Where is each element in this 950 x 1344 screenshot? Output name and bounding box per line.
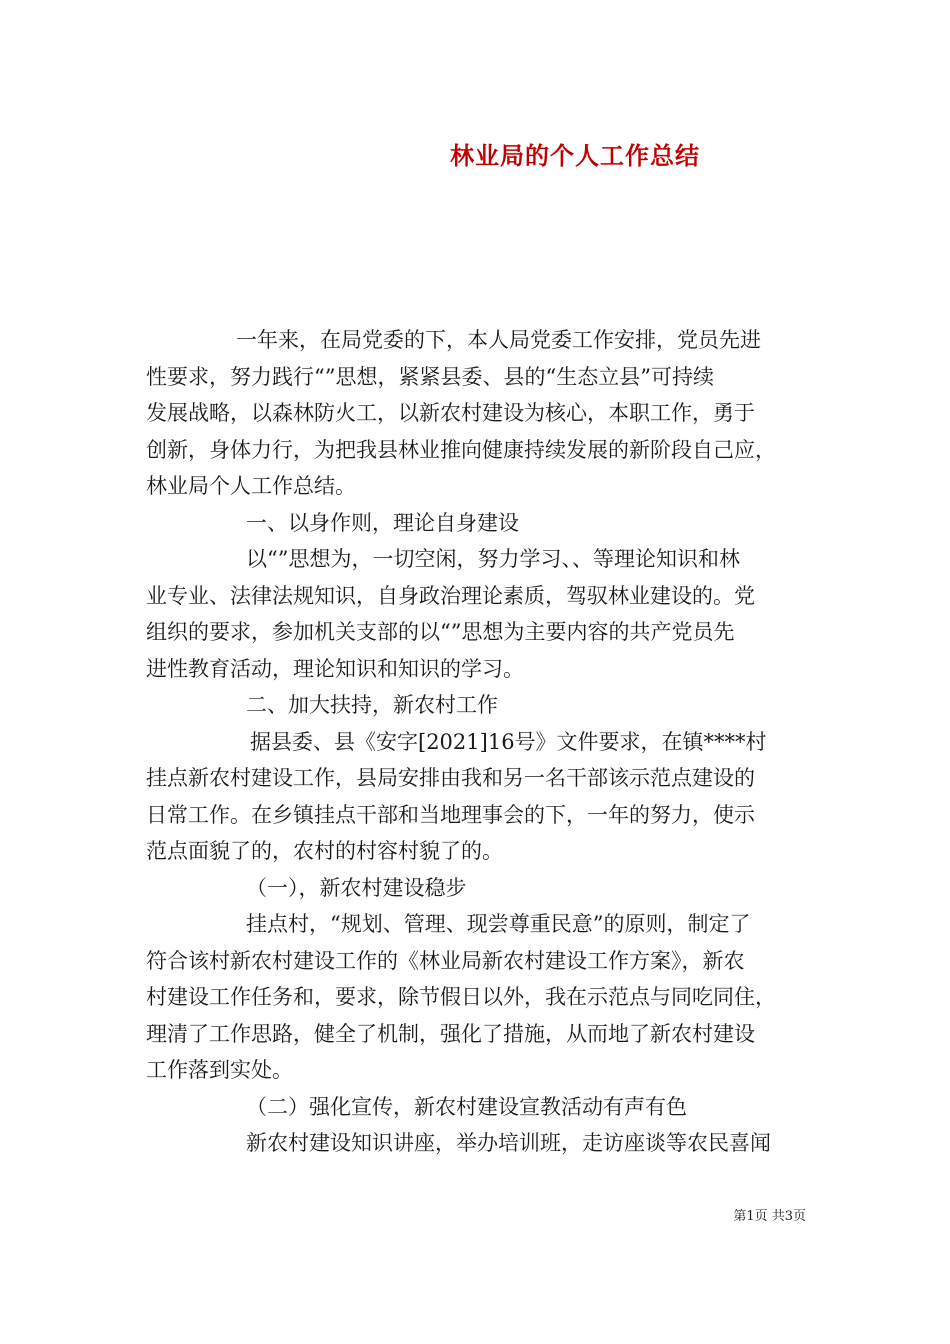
- body-line: 组织的要求，参加机关支部的以“”思想为主要内容的共产党员先: [146, 620, 735, 644]
- body-line: （一），新农村建设稳步: [246, 875, 467, 900]
- body-line: 一年来，在局党委的下，本人局党委工作安排，党员先进: [236, 328, 761, 352]
- body-line: 进性教育活动，理论知识和知识的学习。: [146, 656, 524, 681]
- body-line: 范点面貌了的，农村的村容村貌了的。: [146, 839, 503, 863]
- body-line: 理清了工作思路，健全了机制，强化了措施，从而地了新农村建设: [146, 1021, 755, 1046]
- body-line: （二）强化宣传，新农村建设宣教活动有声有色: [246, 1094, 687, 1119]
- body-line: 一、以身作则，理论自身建设: [246, 510, 519, 535]
- page-footer: 第1页 共3页: [733, 1209, 806, 1224]
- body-line: 二、加大扶持，新农村工作: [246, 693, 498, 717]
- body-line: 以“”思想为，一切空闲，努力学习、、等理论知识和林: [246, 547, 740, 571]
- body-line: 业专业、法律法规知识，自身政治理论素质，驾驭林业建设的。党: [146, 583, 755, 608]
- body-line: 工作落到实处。: [146, 1058, 293, 1082]
- document-title: 林业局的个人工作总结: [450, 142, 700, 170]
- body-line: 据县委、县《安字[2021]16号》文件要求，在镇****村: [250, 729, 767, 754]
- body-line: 挂点新农村建设工作，县局安排由我和另一名干部该示范点建设的: [146, 766, 755, 790]
- body-line: 挂点村，“规划、管理、现尝尊重民意”的原则，制定了: [246, 912, 751, 936]
- body-line: 林业局个人工作总结。: [146, 474, 356, 498]
- body-line: 新农村建设知识讲座，举办培训班，走访座谈等农民喜闻: [246, 1131, 771, 1155]
- body-line: 发展战略，以森林防火工，以新农村建设为核心，本职工作，勇于: [146, 401, 755, 425]
- body-line: 符合该村新农村建设工作的《林业局新农村建设工作方案》，新农: [146, 948, 745, 973]
- document-body: [146, 322, 806, 1162]
- body-line: 村建设工作任务和，要求，除节假日以外，我在示范点与同吃同住，: [146, 985, 776, 1009]
- body-line: 创新，身体力行，为把我县林业推向健康持续发展的新阶段自己应，: [146, 437, 776, 462]
- body-line: 日常工作。在乡镇挂点干部和当地理事会的下，一年的努力，使示: [146, 802, 755, 827]
- body-line: 性要求，努力践行“”思想，紧紧县委、县的“生态立县”可持续: [146, 364, 714, 389]
- title-container: [0, 136, 950, 171]
